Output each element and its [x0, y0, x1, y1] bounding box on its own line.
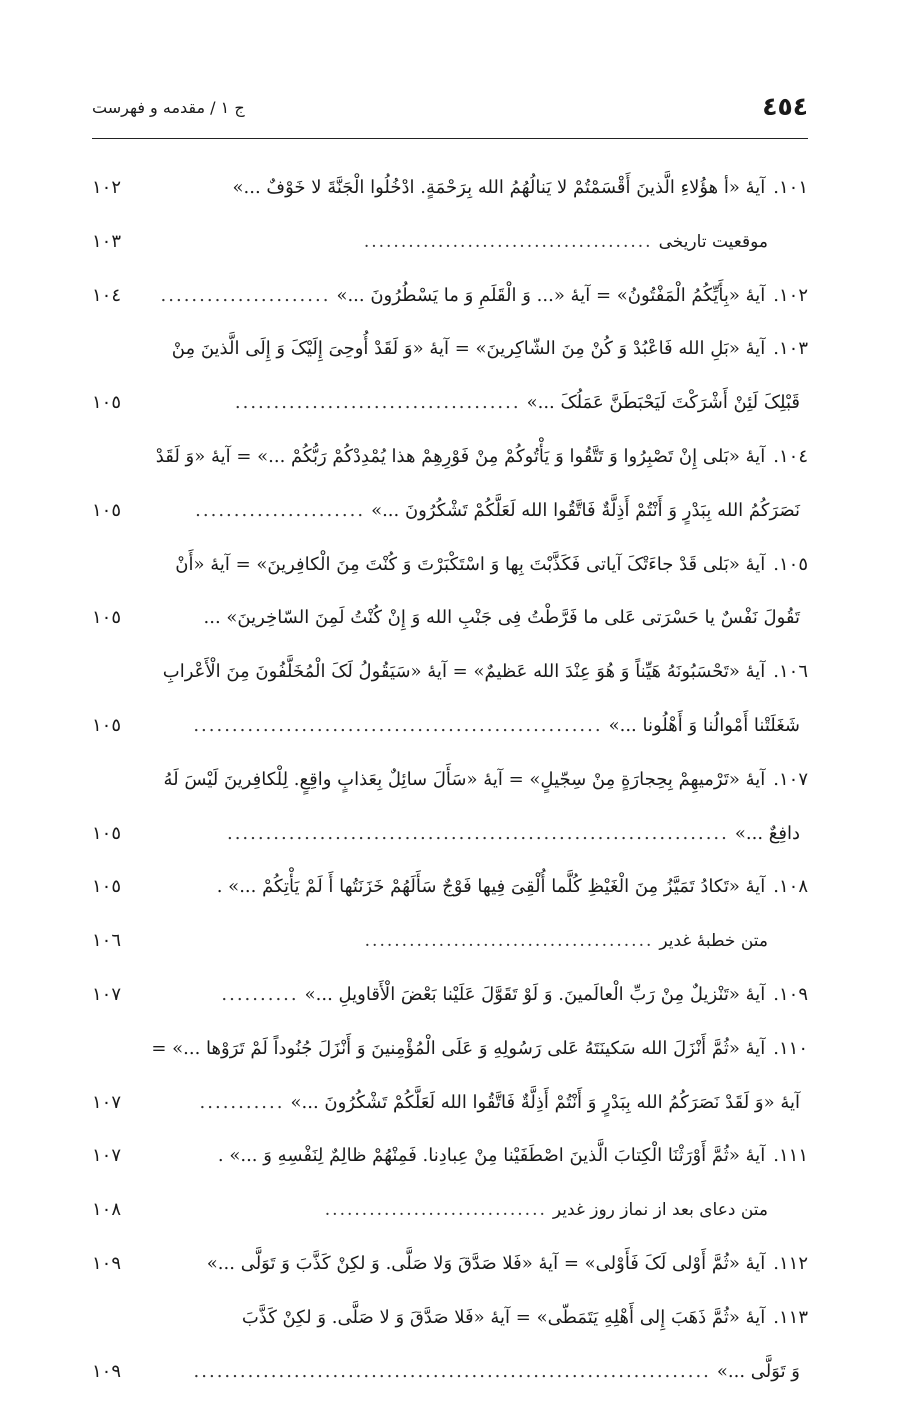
- page-reference: ١٠٥: [92, 596, 125, 640]
- running-title: ج ١ / مقدمه و فهرست: [92, 98, 245, 117]
- dot-leader: .......................................: [363, 231, 653, 252]
- entry-number: ١٠٥.: [773, 553, 808, 575]
- toc-line: [92, 758, 808, 812]
- page-reference: ١٠٥: [92, 704, 125, 748]
- entry-text: آیهٔ «ثُمَّ أَوْرَثْنَا الْکِتابَ الَّذینَ اصْطَفَیْنا مِنْ عِبادِنا. فَمِنْهُمْ ظالِمٌ لِنَفْسِهِ وَ ...» .: [217, 1145, 766, 1167]
- entry-text: آیهٔ «وَ لَقَدْ نَصَرَکُمُ الله بِبَدْرٍ وَ أَنْتُمْ أَذِلَّةٌ فَاتَّقُوا الله لَعَلَّکُمْ تَشْکُرُونَ ...»: [290, 1091, 800, 1113]
- entry-text: دافِعٌ ...»: [734, 822, 800, 844]
- toc-line: [92, 327, 808, 381]
- dot-leader: .....................................: [234, 392, 521, 414]
- toc-line: [92, 1296, 808, 1350]
- dot-leader: .....................................................: [193, 714, 603, 736]
- entry-text: تَقُولَ نَفْسٌ یا حَسْرَتی عَلی ما فَرَّطْتُ فِی جَنْبِ الله وَ إِنْ کُنْتُ لَمِنَ السّاخِرینَ» ...: [203, 607, 800, 629]
- entry-number: ١٠٩.: [773, 983, 808, 1005]
- entry-text: نَصَرَکُمُ الله بِبَدْرٍ وَ أَنْتُمْ أَذِلَّةٌ فَاتَّقُوا الله لَعَلَّکُمْ تَشْکُرُونَ ...»: [371, 499, 800, 521]
- entry-text: وَ تَوَلَّی ...»: [716, 1360, 800, 1382]
- entry-text: آیهٔ «بَلی قَدْ جاءَتْکَ آیاتی فَکَذَّبْتَ بِها وَ اسْتَکْبَرْتَ وَ کُنْتَ مِنَ الْکافِرینَ» = آیهٔ «أَنْ: [175, 553, 766, 575]
- page-reference: ١٠٩: [92, 1350, 125, 1394]
- entry-text: متن دعای بعد از نماز روز غدیر: [552, 1200, 768, 1221]
- dot-leader: ...........: [199, 1091, 285, 1113]
- toc-line: [92, 704, 808, 758]
- page-reference: ١٠٧: [92, 1081, 125, 1125]
- toc-line: [92, 381, 808, 435]
- entry-text: متن خطبهٔ غدیر: [659, 931, 768, 952]
- entry-text: آیهٔ «بَلی إِنْ تَصْبِرُوا وَ تَتَّقُوا وَ یَأْتُوکُمْ مِنْ فَوْرِهِمْ هذا یُمْدِدْکُمْ رَبُّکُمْ ...» = آیهٔ «وَ لَقَدْ: [155, 445, 766, 467]
- toc-line: [92, 1081, 808, 1135]
- entry-text: آیهٔ «ثُمَّ أَوْلی لَکَ فَأَوْلی» = آیهٔ «فَلا صَدَّقَ وَلا صَلَّی. وَ لکِنْ کَذَّبَ وَ تَوَلَّی ...»: [206, 1252, 766, 1274]
- entry-text: آیهٔ «تَکادُ تَمَیَّزُ مِنَ الْغَیْظِ کُلَّما أُلْقِیَ فِیها فَوْجٌ سَأَلَهُمْ خَزَنَتُها أَ لَمْ یَأْتِکُمْ ...» .: [216, 876, 766, 898]
- page-reference: ١٠٥: [92, 381, 125, 425]
- toc-line: [92, 435, 808, 489]
- toc-line: [92, 543, 808, 597]
- page-reference: ١٠٩: [92, 1242, 125, 1286]
- entry-text: آیهٔ «ثُمَّ ذَهَبَ إِلی أَهْلِهِ یَتَمَطّی» = آیهٔ «فَلا صَدَّقَ وَ لا صَلَّی. وَ لکِنْ کَذَّبَ: [241, 1306, 766, 1328]
- entry-number: ١١١.: [773, 1145, 808, 1167]
- toc-line: [92, 1350, 808, 1404]
- page-reference: ١٠٥: [92, 489, 125, 533]
- toc-line: [92, 596, 808, 650]
- page-reference: ١٠٥: [92, 865, 125, 909]
- entry-number: ١١٣.: [773, 1306, 808, 1328]
- page-reference: ١٠٧: [92, 973, 125, 1017]
- entry-number: ١١٢.: [773, 1252, 808, 1274]
- page-reference: ١٠٨: [92, 1188, 125, 1232]
- dot-leader: ..............................: [324, 1200, 547, 1221]
- entry-text: آیهٔ «بَلِ الله فَاعْبُدْ وَ کُنْ مِنَ الشّاکِرینَ» = آیهٔ «وَ لَقَدْ أُوحِیَ إِلَیْکَ وَ إِلَی الَّذینَ مِنْ: [171, 338, 766, 360]
- page-reference: ١٠٧: [92, 1134, 125, 1178]
- entry-text: آیهٔ «تَرْمیهِمْ بِحِجارَةٍ مِنْ سِجّیلٍ» = آیهٔ «سَأَلَ سائِلٌ بِعَذابٍ واقِعٍ. لِلْکافِرینَ لَیْسَ لَهُ: [163, 768, 766, 790]
- entry-number: ١١٠.: [773, 1037, 808, 1059]
- dot-leader: .......................................: [364, 931, 654, 952]
- entry-text: آیهٔ «أ هؤُلاءِ الَّذینَ أَقْسَمْتُمْ لا یَنالُهُمُ الله بِرَحْمَةٍ. ادْخُلُوا الْجَنَّةَ لا خَوْفٌ ...»: [232, 177, 766, 198]
- toc-line: [92, 650, 808, 704]
- toc-line: [92, 489, 808, 543]
- toc-line: [92, 1134, 808, 1188]
- toc-line: [92, 919, 808, 973]
- entry-number: ١٠١.: [773, 177, 808, 198]
- toc-line: [92, 166, 808, 220]
- entry-number: ١٠٦.: [773, 661, 808, 683]
- entry-text: آیهٔ «بِأَیِّکُمُ الْمَفْتُونُ» = آیهٔ «... وَ الْقَلَمِ وَ ما یَسْطُرُونَ ...»: [336, 284, 766, 306]
- toc-line: [92, 220, 808, 274]
- entry-text: آیهٔ «تَحْسَبُونَهُ هَیِّناً وَ هُوَ عِنْدَ الله عَظیمٌ» = آیهٔ «سَیَقُولُ لَکَ الْمُخَلَّفُونَ مِنَ الْأَعْرابِ: [162, 661, 766, 683]
- toc-line: [92, 812, 808, 866]
- entry-text: شَغَلَتْنا أَمْوالُنا وَ أَهْلُونا ...»: [608, 714, 800, 736]
- entry-number: ١٠٤.: [773, 445, 808, 467]
- toc-line: [92, 1242, 808, 1296]
- dot-leader: ...................................................................: [193, 1360, 711, 1382]
- toc-line: [92, 1027, 808, 1081]
- toc-line: [92, 274, 808, 328]
- entry-number: ١٠٨.: [773, 876, 808, 898]
- page-header: [92, 92, 808, 139]
- page-reference: ١٠٣: [92, 220, 125, 264]
- page-reference: ١٠٥: [92, 812, 125, 856]
- toc-line: [92, 865, 808, 919]
- entry-number: ١٠٢.: [773, 284, 808, 306]
- entry-text: آیهٔ «تَنْزیلٌ مِنْ رَبِّ الْعالَمینَ. وَ لَوْ تَقَوَّلَ عَلَیْنا بَعْضَ الْأَقاویلِ ...»: [304, 983, 766, 1005]
- dot-leader: ......................: [195, 499, 366, 521]
- entry-number: ١٠٧.: [773, 768, 808, 790]
- page-number: ٤٥٤: [762, 92, 808, 121]
- table-of-contents: [92, 166, 808, 1403]
- toc-line: [92, 1188, 808, 1242]
- dot-leader: ..........: [221, 983, 299, 1005]
- entry-text: آیهٔ «ثُمَّ أَنْزَلَ الله سَکینَتَهُ عَلی رَسُولِهِ وَ عَلَی الْمُؤْمِنینَ وَ أَنْزَلَ جُنُوداً لَمْ تَرَوْها ...» =: [151, 1037, 766, 1059]
- entry-number: ١٠٣.: [773, 338, 808, 360]
- toc-line: [92, 973, 808, 1027]
- page-reference: ١٠٤: [92, 274, 125, 318]
- entry-text: موقعیت تاریخی: [658, 231, 768, 252]
- dot-leader: .................................................................: [226, 822, 729, 844]
- dot-leader: ......................: [160, 284, 331, 306]
- entry-text: قَبْلِکَ لَئِنْ أَشْرَکْتَ لَیَحْبَطَنَّ عَمَلُکَ ...»: [526, 392, 800, 414]
- page-reference: ١٠٢: [92, 166, 125, 210]
- page-reference: ١٠٦: [92, 919, 125, 963]
